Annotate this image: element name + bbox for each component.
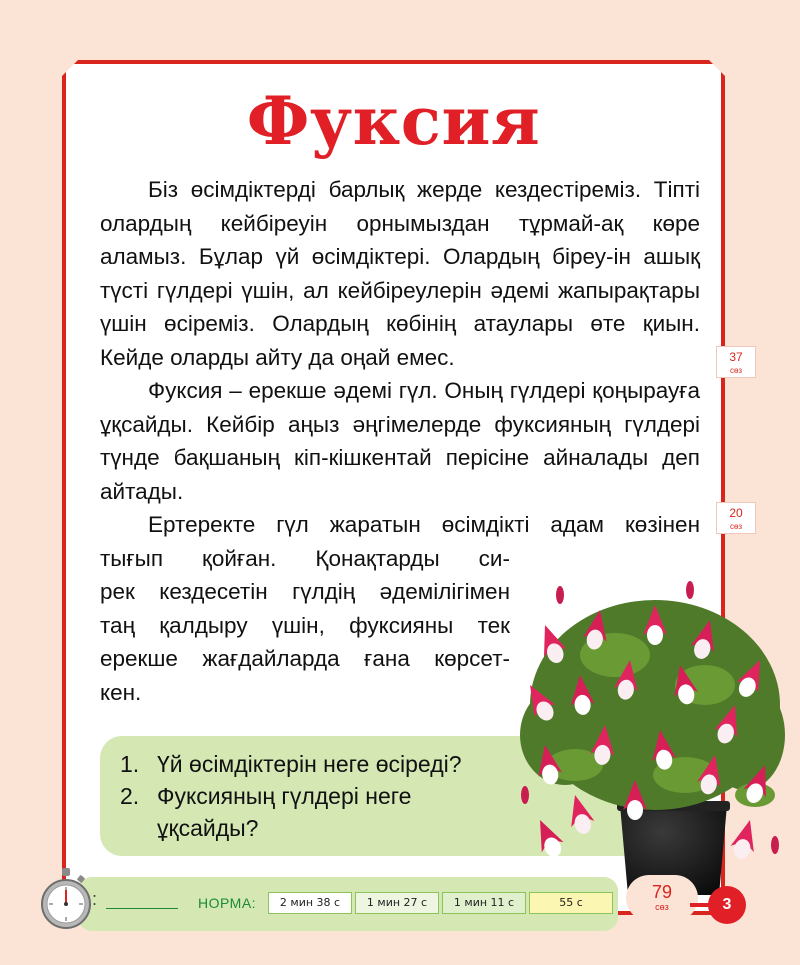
paragraph-3-first-line: Ертеректе гүл жаратын өсімдікті адам көзінен — [148, 512, 700, 537]
total-word-count-value: 79 — [651, 882, 673, 902]
paragraph-1: Біз өсімдіктерді барлық жерде кездестіреміз. Тіпті олардың кейбіреуін орнымыздан тұрмай-ақ көре аламыз. Бұлар үй өсімдіктері. Олардың біреу-ін ашық түсті гүлдері үшін, ал кейбіреулерін әдемі жапырақтары үшін өсіреміз. Олардың көбінің атаулары өте қиын. Кейде оларды айту да оңай емес. — [100, 177, 700, 370]
word-count-value: 20 — [729, 506, 743, 520]
question-text: Үй өсімдіктерін неге өсіреді? — [157, 751, 462, 777]
norma-cells — [268, 892, 616, 914]
norma-cell: 55 с — [529, 892, 613, 914]
question-number: 2. — [120, 783, 140, 809]
paragraph-3-line: таң қалдыру үшін, фуксияны тек — [100, 612, 510, 638]
norma-cell: 1 мин 27 с — [355, 892, 439, 914]
page-number: 3 — [708, 886, 746, 924]
word-count-unit: сөз — [729, 522, 743, 531]
paragraph-3-line: ерекше жағдайларда ғана көрсет- — [100, 646, 510, 671]
norma-cell: 2 мин 38 с — [268, 892, 352, 914]
page-title: Фуксия — [246, 82, 541, 160]
paragraph-3-line: тығып қойған. Қонақтарды си- — [100, 545, 510, 571]
word-count-badge — [716, 502, 756, 534]
time-blank-line — [106, 908, 178, 909]
word-count-unit: сөз — [729, 366, 743, 375]
norma-label: НОРМА: — [198, 895, 257, 911]
question-text: Фуксияның гүлдері неге ұқсайды? — [157, 783, 412, 841]
fuchsia-plant-image — [505, 565, 790, 905]
word-count-badge — [716, 346, 756, 378]
total-word-count-unit: сөз — [655, 902, 669, 912]
total-word-count — [626, 875, 698, 921]
paragraph-3-line: кен. — [100, 679, 142, 705]
timer-colon: : — [92, 889, 98, 909]
word-count-value: 37 — [729, 350, 743, 364]
question-number: 1. — [120, 751, 140, 777]
norma-cell: 1 мин 11 с — [442, 892, 526, 914]
paragraph-3-line: рек кездесетін гүлдің әдемілігімен — [100, 579, 510, 604]
stopwatch-icon — [40, 866, 92, 932]
paragraph-2: Фуксия – ерекше әдемі гүл. Оның гүлдері қоңырауға ұқсайды. Кейбір аңыз әңгімелерде фуксияның гүлдері түнде бақшаның кіп-кішкентай перісіне айналады деп айтады. — [100, 378, 700, 504]
